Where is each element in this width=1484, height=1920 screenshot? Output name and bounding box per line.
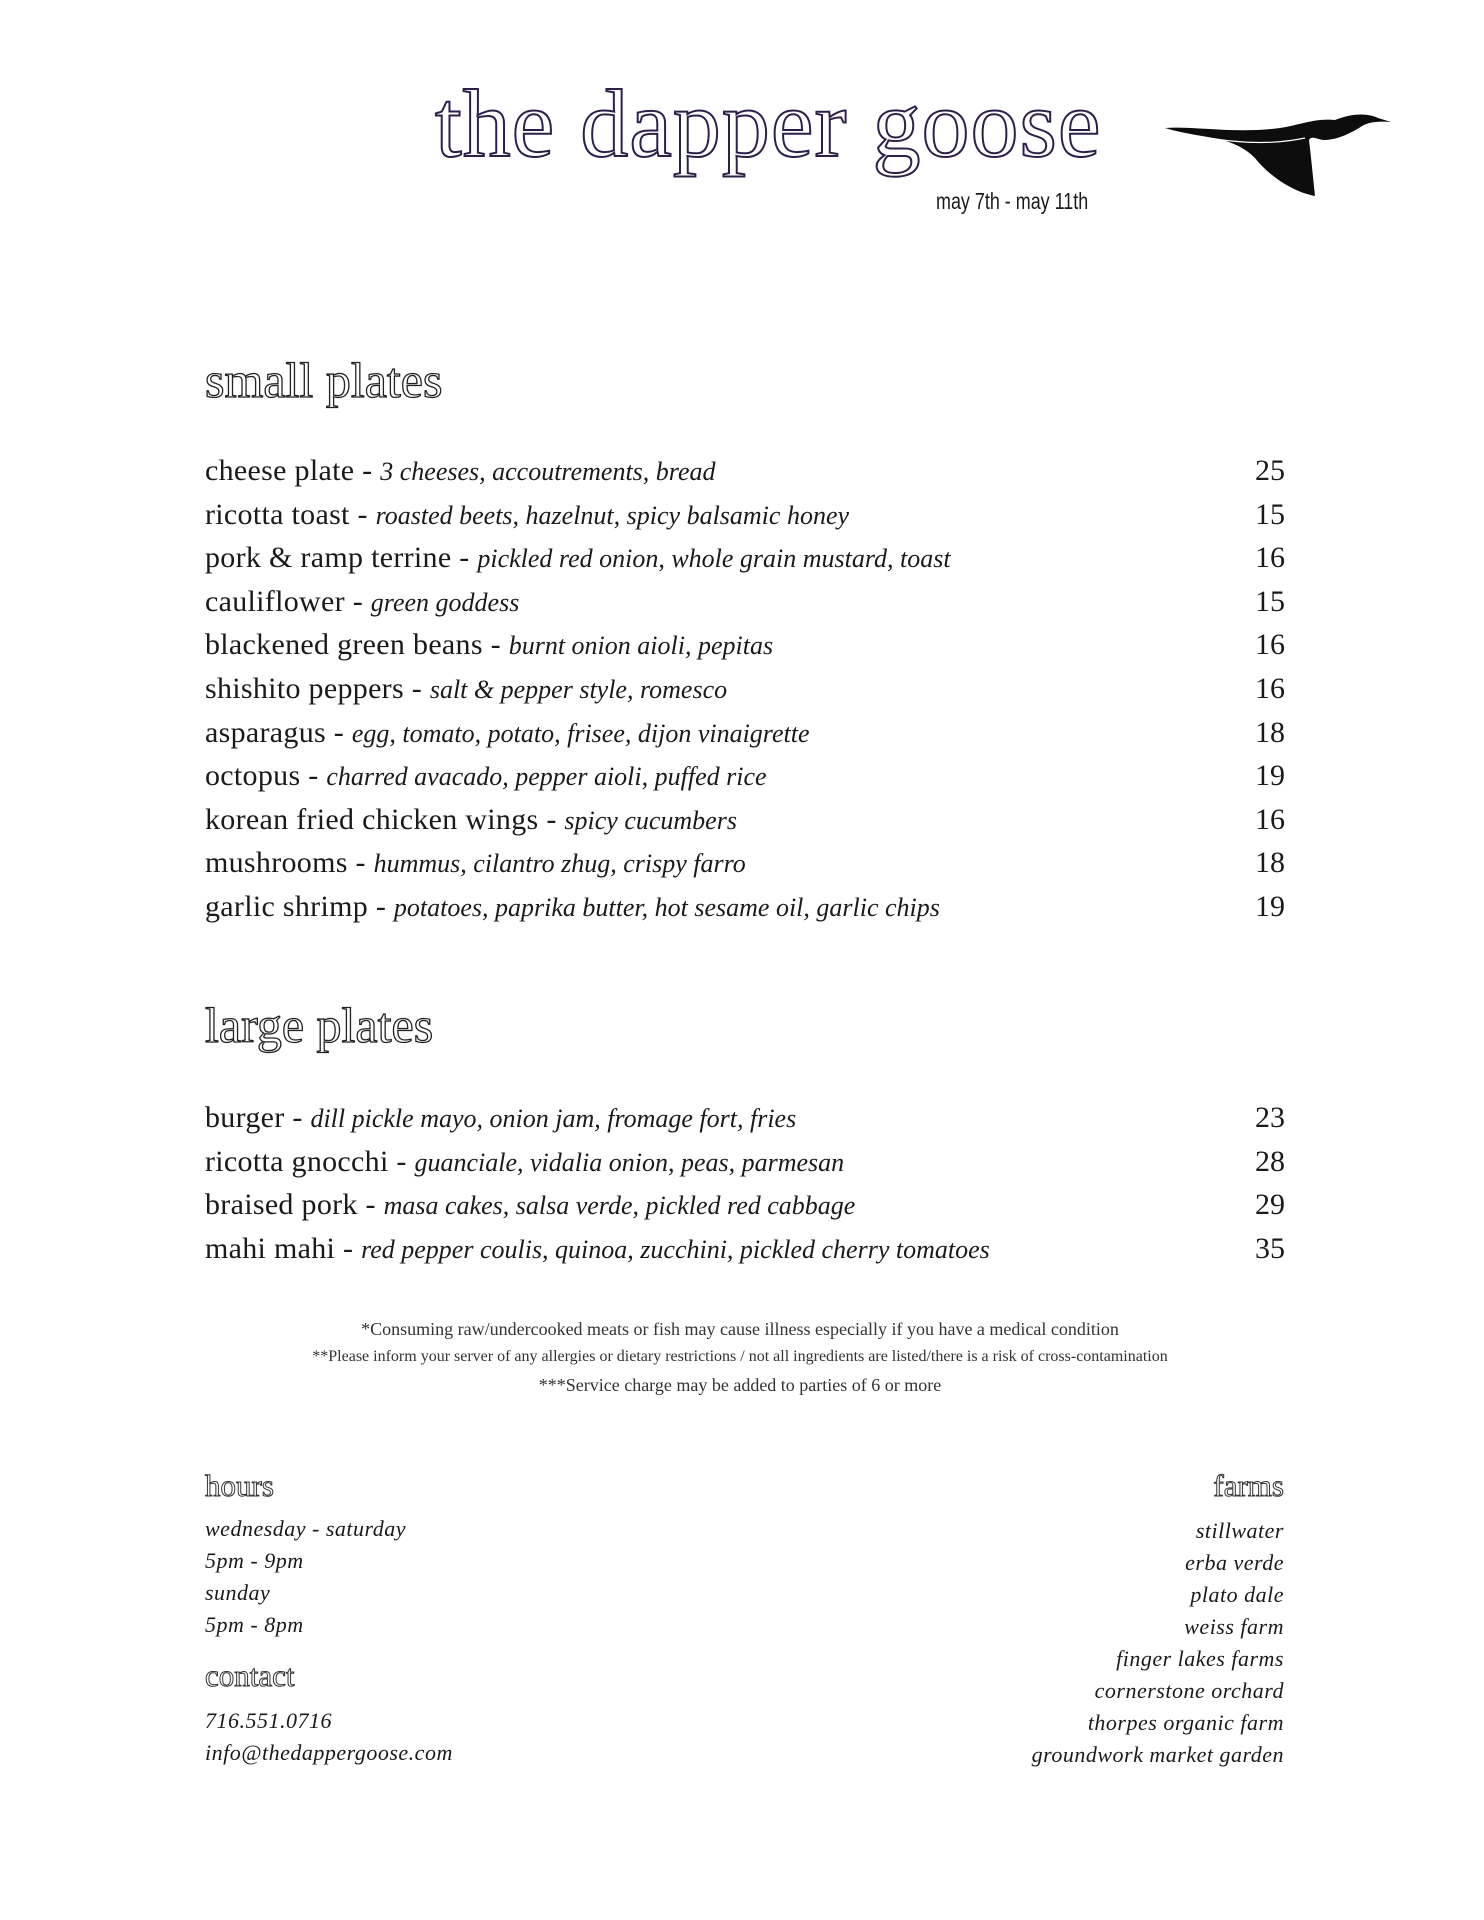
- menu-item: garlic shrimp - potatoes, paprika butter, hot sesame oil, garlic chips 19: [205, 885, 1285, 929]
- farms-section: [1032, 1470, 1284, 1771]
- large-plates-heading: large plates: [205, 997, 434, 1053]
- date-range: may 7th - may 11th: [936, 188, 1089, 214]
- item-description: masa cakes, salsa verde, pickled red cabbage: [383, 1191, 856, 1221]
- menu-item: pork & ramp terrine - pickled red onion, whole grain mustard, toast 16: [205, 536, 1285, 580]
- menu-item: blackened green beans - burnt onion aioli, pepitas 16: [205, 623, 1285, 667]
- hours-heading: hours: [205, 1468, 274, 1503]
- note-service-charge: ***Service charge may be added to parties of 6 or more: [538, 1375, 942, 1395]
- item-description: potatoes, paprika butter, hot sesame oil, garlic chips: [393, 892, 940, 922]
- hours-line: 5pm - 8pm: [205, 1612, 304, 1637]
- item-description: roasted beets, hazelnut, spicy balsamic honey: [375, 500, 850, 530]
- item-price: 15: [1255, 497, 1285, 531]
- item-name: blackened green beans: [205, 628, 483, 662]
- menu-item: cheese plate - 3 cheeses, accoutrements, bread 25: [205, 449, 1285, 493]
- item-name: braised pork: [205, 1188, 358, 1222]
- menu-item: korean fried chicken wings - spicy cucumbers 16: [205, 798, 1285, 842]
- menu-item: mushrooms - hummus, cilantro zhug, crispy farro 18: [205, 841, 1285, 885]
- item-name: korean fried chicken wings: [205, 802, 539, 836]
- item-description: red pepper coulis, quinoa, zucchini, pickled cherry tomatoes: [361, 1234, 990, 1264]
- contact-email: info@thedappergoose.com: [205, 1740, 453, 1765]
- menu-item: mahi mahi - red pepper coulis, quinoa, zucchini, pickled cherry tomatoes 35: [205, 1227, 1285, 1271]
- item-name: cauliflower: [205, 584, 345, 618]
- menu-notes: [180, 1315, 1300, 1399]
- item-description: 3 cheeses, accoutrements, bread: [380, 457, 716, 486]
- item-name: ricotta gnocchi: [205, 1144, 389, 1178]
- item-description: dill pickle mayo, onion jam, fromage fort, fries: [310, 1104, 797, 1133]
- menu-item: ricotta toast - roasted beets, hazelnut, spicy balsamic honey 15: [205, 493, 1285, 537]
- small-plates-heading: small plates: [205, 352, 443, 408]
- item-name: garlic shrimp: [205, 889, 369, 923]
- farms-heading: farms: [1213, 1468, 1284, 1503]
- item-description: charred avacado, pepper aioli, puffed rice: [326, 762, 767, 792]
- hours-section: [205, 1470, 406, 1641]
- farm-item: stillwater: [1195, 1518, 1284, 1543]
- contact-section: [205, 1660, 453, 1769]
- farm-item: groundwork market garden: [1031, 1742, 1284, 1767]
- item-description: spicy cucumbers: [564, 805, 737, 835]
- item-price: 19: [1255, 759, 1285, 793]
- item-price: 16: [1255, 541, 1285, 575]
- note-raw-food: *Consuming raw/undercooked meats or fish may cause illness especially if you have a medical condition: [361, 1319, 1119, 1339]
- item-name: mushrooms: [205, 846, 348, 880]
- item-price: 23: [1255, 1101, 1285, 1134]
- menu-header: [0, 70, 1484, 240]
- item-price: 16: [1255, 802, 1285, 836]
- item-name: octopus: [205, 759, 301, 793]
- menu-item: burger - dill pickle mayo, onion jam, fromage fort, fries 23: [205, 1096, 1285, 1140]
- hours-line: 5pm - 9pm: [205, 1548, 304, 1573]
- item-name: mahi mahi: [205, 1231, 336, 1265]
- hours-line: wednesday - saturday: [205, 1516, 407, 1541]
- item-description: salt & pepper style, romesco: [429, 674, 728, 704]
- farm-item: erba verde: [1185, 1550, 1284, 1575]
- menu-item: cauliflower - green goddess 15: [205, 580, 1285, 624]
- item-price: 19: [1255, 889, 1285, 923]
- item-price: 29: [1255, 1188, 1285, 1222]
- small-plates-list: [205, 449, 1285, 929]
- item-name: asparagus: [205, 715, 326, 749]
- item-price: 25: [1255, 454, 1285, 487]
- farm-item: cornerstone orchard: [1094, 1678, 1284, 1703]
- farm-item: finger lakes farms: [1116, 1646, 1284, 1671]
- item-description: guanciale, vidalia onion, peas, parmesan: [414, 1147, 845, 1177]
- item-name: pork & ramp terrine: [205, 541, 452, 575]
- menu-item: octopus - charred avacado, pepper aioli, puffed rice 19: [205, 754, 1285, 798]
- farm-item: thorpes organic farm: [1087, 1710, 1284, 1735]
- farm-item: weiss farm: [1184, 1614, 1284, 1639]
- item-price: 18: [1255, 846, 1285, 880]
- farm-item: plato dale: [1190, 1582, 1284, 1607]
- contact-heading: contact: [205, 1658, 295, 1693]
- item-price: 28: [1255, 1144, 1285, 1178]
- item-price: 15: [1255, 584, 1285, 618]
- item-price: 18: [1255, 715, 1285, 749]
- item-name: ricotta toast: [205, 497, 350, 531]
- item-description: egg, tomato, potato, frisee, dijon vinaigrette: [351, 718, 810, 748]
- item-price: 16: [1255, 671, 1285, 705]
- item-price: 16: [1255, 628, 1285, 662]
- menu-item: shishito peppers - salt & pepper style, romesco 16: [205, 667, 1285, 711]
- menu-item: braised pork - masa cakes, salsa verde, pickled red cabbage 29: [205, 1183, 1285, 1227]
- item-price: 35: [1255, 1231, 1285, 1265]
- item-description: hummus, cilantro zhug, crispy farro: [373, 849, 746, 879]
- item-name: cheese plate: [205, 454, 355, 487]
- note-allergies: **Please inform your server of any allergies or dietary restrictions / not all ingredients are listed/there is a risk of cross-contamination: [312, 1348, 1168, 1365]
- item-description: green goddess: [370, 587, 520, 617]
- item-description: burnt onion aioli, pepitas: [508, 631, 774, 661]
- large-plates-list: [205, 1096, 1285, 1270]
- item-description: pickled red onion, whole grain mustard, toast: [477, 544, 951, 574]
- restaurant-title: the dapper goose: [435, 70, 1102, 177]
- menu-item: asparagus - egg, tomato, potato, frisee, dijon vinaigrette 18: [205, 711, 1285, 755]
- contact-phone: 716.551.0716: [205, 1708, 332, 1733]
- farms-list: [1032, 1515, 1284, 1771]
- item-name: burger: [205, 1101, 285, 1134]
- hours-line: sunday: [205, 1580, 271, 1605]
- menu-item: ricotta gnocchi - guanciale, vidalia onion, peas, parmesan 28: [205, 1140, 1285, 1184]
- item-name: shishito peppers: [205, 671, 404, 705]
- goose-icon: [1165, 100, 1400, 205]
